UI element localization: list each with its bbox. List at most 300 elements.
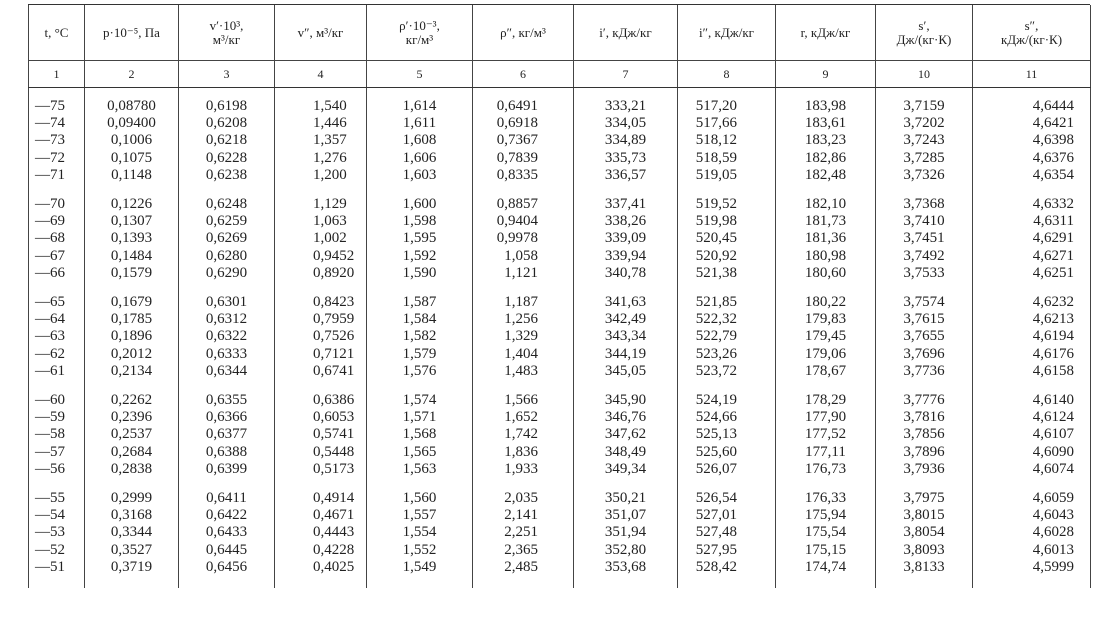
table-cell <box>473 480 574 588</box>
cell-value: 1,574 <box>402 392 437 409</box>
table-cell <box>574 480 678 588</box>
cell-value: 0,2999 <box>110 490 153 507</box>
cell-value: 3,7410 <box>903 213 945 230</box>
cell-value: 1,483 <box>504 362 538 379</box>
cell-value: 2,365 <box>504 541 538 558</box>
cell-value: 4,6090 <box>1032 443 1074 460</box>
cell-value: 522,32 <box>695 311 737 328</box>
cell-value: 0,2537 <box>110 426 153 443</box>
table-cell <box>574 382 678 480</box>
cell-value: 1,652 <box>504 409 538 426</box>
cell-value: 517,20 <box>695 98 737 114</box>
cell-value: —75 <box>35 98 65 114</box>
cell-value: 175,94 <box>804 507 847 524</box>
table-cell <box>275 480 367 588</box>
cell-value: 1,606 <box>402 149 437 166</box>
table-cell <box>85 88 179 187</box>
cell-value: 0,6355 <box>205 392 248 409</box>
cell-value: —63 <box>35 328 65 345</box>
header-cell: ρ′·10⁻³, кг/м³ <box>367 5 473 61</box>
table-cell <box>29 186 85 284</box>
cell-value: 0,9404 <box>496 213 538 230</box>
column-number: 2 <box>85 61 179 88</box>
cell-value: 346,76 <box>604 409 647 426</box>
cell-value: 0,6322 <box>205 328 248 345</box>
cell-value: 3,7655 <box>903 328 945 345</box>
column-number: 10 <box>876 61 973 88</box>
cell-value: —65 <box>35 294 65 311</box>
table-cell <box>973 186 1091 284</box>
cell-value: 0,8920 <box>313 264 355 281</box>
cell-value: 1,600 <box>402 196 437 213</box>
cell-value: 3,7776 <box>903 392 945 409</box>
cell-value: —70 <box>35 196 65 213</box>
cell-value: 0,2134 <box>110 362 153 379</box>
cell-value: 339,09 <box>604 230 647 247</box>
cell-value: 1,584 <box>402 311 437 328</box>
cell-value: 4,6107 <box>1032 426 1074 443</box>
table-cell <box>776 284 876 382</box>
cell-value: 523,26 <box>695 345 737 362</box>
cell-value: 520,92 <box>695 247 737 264</box>
cell-value: 4,6043 <box>1032 507 1074 524</box>
cell-value: 1,587 <box>402 294 437 311</box>
cell-value: 523,72 <box>695 362 737 379</box>
table-body <box>29 88 1091 589</box>
cell-value: 0,2262 <box>110 392 153 409</box>
cell-value: 0,2396 <box>110 409 153 426</box>
cell-value: 4,6028 <box>1032 524 1074 541</box>
cell-value: 0,6248 <box>205 196 248 213</box>
cell-value: 525,60 <box>695 443 737 460</box>
table-cell <box>678 284 776 382</box>
cell-value: 526,07 <box>695 460 737 477</box>
cell-value: 3,7856 <box>903 426 945 443</box>
cell-value: 4,6158 <box>1032 362 1074 379</box>
cell-value: 1,560 <box>402 490 437 507</box>
column-number: 4 <box>275 61 367 88</box>
cell-value: 1,590 <box>402 264 437 281</box>
cell-value: 3,7696 <box>903 345 945 362</box>
table-row <box>29 88 1091 187</box>
cell-value: 0,1006 <box>110 132 153 149</box>
table-cell <box>876 284 973 382</box>
cell-value: 520,45 <box>695 230 737 247</box>
cell-value: 0,1307 <box>110 213 153 230</box>
cell-value: 0,4025 <box>313 558 355 575</box>
header-cell: i″, кДж/кг <box>678 5 776 61</box>
cell-value: 177,52 <box>804 426 847 443</box>
cell-value: 333,21 <box>604 98 647 114</box>
cell-value: 180,60 <box>804 264 847 281</box>
cell-value: 1,566 <box>504 392 538 409</box>
cell-value: 345,90 <box>604 392 647 409</box>
cell-value: 342,49 <box>604 311 647 328</box>
cell-value: 0,7367 <box>496 132 538 149</box>
table-cell <box>275 88 367 187</box>
cell-value: —68 <box>35 230 65 247</box>
cell-value: 1,571 <box>402 409 437 426</box>
cell-value: 176,73 <box>804 460 847 477</box>
cell-value: 0,5741 <box>313 426 355 443</box>
cell-value: 334,89 <box>604 132 647 149</box>
column-number: 5 <box>367 61 473 88</box>
table-cell <box>776 88 876 187</box>
cell-value: —57 <box>35 443 65 460</box>
cell-value: —52 <box>35 541 65 558</box>
table-cell <box>29 480 85 588</box>
cell-value: 0,6422 <box>205 507 248 524</box>
table-cell <box>85 186 179 284</box>
table-cell <box>973 382 1091 480</box>
cell-value: 1,608 <box>402 132 437 149</box>
cell-value: 0,3527 <box>110 541 153 558</box>
cell-value: 0,1148 <box>111 166 152 183</box>
column-number: 11 <box>973 61 1091 88</box>
cell-value: 179,45 <box>804 328 847 345</box>
table-cell <box>876 480 973 588</box>
cell-value: 519,52 <box>695 196 737 213</box>
cell-value: 181,36 <box>804 230 847 247</box>
cell-value: 0,6208 <box>205 115 248 132</box>
cell-value: 1,552 <box>402 541 437 558</box>
cell-value: 178,67 <box>804 362 847 379</box>
table-cell <box>473 382 574 480</box>
cell-value: 1,836 <box>504 443 538 460</box>
cell-value: 0,3719 <box>110 558 153 575</box>
cell-value: 3,7975 <box>903 490 945 507</box>
cell-value: 0,6238 <box>205 166 248 183</box>
cell-value: 521,85 <box>695 294 737 311</box>
column-number: 6 <box>473 61 574 88</box>
cell-value: 525,13 <box>695 426 737 443</box>
cell-value: 4,6124 <box>1032 409 1074 426</box>
saturation-properties-table <box>28 4 1090 643</box>
cell-value: 527,01 <box>695 507 737 524</box>
data-table <box>28 5 1091 588</box>
cell-value: —73 <box>35 132 65 149</box>
cell-value: 353,68 <box>604 558 647 575</box>
cell-value: 3,8054 <box>903 524 945 541</box>
cell-value: 3,7492 <box>903 247 945 264</box>
cell-value: 0,7526 <box>313 328 355 345</box>
column-number: 3 <box>179 61 275 88</box>
cell-value: 0,4228 <box>313 541 355 558</box>
cell-value: 0,4443 <box>313 524 355 541</box>
header-cell: r, кДж/кг <box>776 5 876 61</box>
cell-value: 343,34 <box>604 328 647 345</box>
cell-value: 4,6194 <box>1032 328 1074 345</box>
cell-value: 0,6312 <box>205 311 248 328</box>
cell-value: 337,41 <box>604 196 647 213</box>
table-cell <box>85 382 179 480</box>
cell-value: 3,7936 <box>903 460 945 477</box>
table-cell <box>678 88 776 187</box>
cell-value: —62 <box>35 345 65 362</box>
cell-value: 3,7816 <box>903 409 945 426</box>
cell-value: 1,129 <box>313 196 347 213</box>
column-number: 9 <box>776 61 876 88</box>
cell-value: 1,256 <box>504 311 538 328</box>
table-cell <box>179 480 275 588</box>
cell-value: 0,1484 <box>110 247 153 264</box>
cell-value: 1,549 <box>402 558 437 575</box>
cell-value: 174,74 <box>804 558 847 575</box>
cell-value: —66 <box>35 264 65 281</box>
cell-value: 0,2012 <box>110 345 153 362</box>
cell-value: 524,66 <box>695 409 737 426</box>
cell-value: 1,614 <box>402 98 437 114</box>
cell-value: 352,80 <box>604 541 647 558</box>
cell-value: 0,2684 <box>110 443 153 460</box>
cell-value: 518,12 <box>695 132 737 149</box>
cell-value: 3,7533 <box>903 264 945 281</box>
cell-value: 0,6445 <box>205 541 248 558</box>
cell-value: 3,7159 <box>903 98 945 114</box>
cell-value: 1,357 <box>313 132 347 149</box>
table-cell <box>876 186 973 284</box>
cell-value: 3,7326 <box>903 166 945 183</box>
cell-value: 522,79 <box>695 328 737 345</box>
cell-value: 0,6280 <box>205 247 248 264</box>
cell-value: 1,598 <box>402 213 437 230</box>
table-cell <box>973 284 1091 382</box>
cell-value: 4,6271 <box>1032 247 1074 264</box>
cell-value: 4,6074 <box>1032 460 1074 477</box>
cell-value: 4,6232 <box>1032 294 1074 311</box>
cell-value: 0,6259 <box>205 213 248 230</box>
cell-value: 341,63 <box>604 294 647 311</box>
table-cell <box>776 186 876 284</box>
cell-value: 0,7121 <box>313 345 355 362</box>
cell-value: —60 <box>35 392 65 409</box>
cell-value: 1,187 <box>504 294 538 311</box>
cell-value: 1,276 <box>313 149 347 166</box>
cell-value: 347,62 <box>604 426 647 443</box>
cell-value: 519,05 <box>695 166 737 183</box>
cell-value: 0,3168 <box>110 507 153 524</box>
cell-value: 4,5999 <box>1032 558 1074 575</box>
cell-value: 521,38 <box>695 264 737 281</box>
cell-value: 344,19 <box>604 345 647 362</box>
table-cell <box>29 88 85 187</box>
cell-value: 1,568 <box>402 426 437 443</box>
table-cell <box>179 382 275 480</box>
cell-value: 1,446 <box>313 115 347 132</box>
cell-value: 338,26 <box>604 213 647 230</box>
cell-value: 528,42 <box>695 558 737 575</box>
column-number: 8 <box>678 61 776 88</box>
cell-value: 526,54 <box>695 490 737 507</box>
cell-value: —74 <box>35 115 65 132</box>
cell-value: 177,11 <box>805 443 846 460</box>
cell-value: 3,7896 <box>903 443 945 460</box>
cell-value: 519,98 <box>695 213 737 230</box>
cell-value: 175,54 <box>804 524 847 541</box>
cell-value: 1,933 <box>504 460 538 477</box>
table-cell <box>876 382 973 480</box>
cell-value: 0,6301 <box>205 294 248 311</box>
table-cell <box>367 480 473 588</box>
table-cell <box>678 186 776 284</box>
cell-value: —72 <box>35 149 65 166</box>
table-cell <box>973 480 1091 588</box>
table-cell <box>473 284 574 382</box>
cell-value: 336,57 <box>604 166 647 183</box>
table-cell <box>85 284 179 382</box>
table-cell <box>179 88 275 187</box>
cell-value: 335,73 <box>604 149 647 166</box>
cell-value: 1,742 <box>504 426 538 443</box>
table-cell <box>678 382 776 480</box>
cell-value: 0,8335 <box>496 166 538 183</box>
table-cell <box>179 284 275 382</box>
cell-value: 4,6140 <box>1032 392 1074 409</box>
cell-value: 177,90 <box>804 409 847 426</box>
cell-value: 1,404 <box>504 345 538 362</box>
cell-value: 3,8093 <box>903 541 945 558</box>
cell-value: 180,22 <box>804 294 847 311</box>
table-cell <box>367 186 473 284</box>
cell-value: 0,1075 <box>110 149 153 166</box>
cell-value: 0,1785 <box>110 311 153 328</box>
cell-value: 0,6366 <box>205 409 248 426</box>
cell-value: 4,6059 <box>1032 490 1074 507</box>
cell-value: 350,21 <box>604 490 647 507</box>
cell-value: 0,7839 <box>496 149 538 166</box>
cell-value: 0,9978 <box>496 230 538 247</box>
cell-value: 4,6444 <box>1032 98 1074 114</box>
cell-value: 183,61 <box>804 115 847 132</box>
cell-value: 0,8423 <box>313 294 355 311</box>
cell-value: 351,94 <box>604 524 647 541</box>
cell-value: 0,6399 <box>205 460 248 477</box>
cell-value: —59 <box>35 409 65 426</box>
cell-value: 0,7959 <box>313 311 355 328</box>
cell-value: 524,19 <box>695 392 737 409</box>
header-cell: t, °C <box>29 5 85 61</box>
cell-value: 1,121 <box>504 264 538 281</box>
cell-value: 4,6213 <box>1032 311 1074 328</box>
column-number: 1 <box>29 61 85 88</box>
cell-value: 348,49 <box>604 443 647 460</box>
cell-value: 1,603 <box>402 166 437 183</box>
cell-value: 0,6269 <box>205 230 248 247</box>
cell-value: 1,540 <box>313 98 347 114</box>
cell-value: 0,4671 <box>313 507 355 524</box>
cell-value: 4,6013 <box>1032 541 1074 558</box>
table-row <box>29 382 1091 480</box>
cell-value: 1,576 <box>402 362 437 379</box>
cell-value: 349,34 <box>604 460 647 477</box>
cell-value: 4,6311 <box>1033 213 1074 230</box>
cell-value: 3,7368 <box>903 196 945 213</box>
header-cell: s″, кДж/(кг·К) <box>973 5 1091 61</box>
cell-value: —51 <box>35 558 65 575</box>
table-cell <box>367 382 473 480</box>
cell-value: —69 <box>35 213 65 230</box>
cell-value: 2,141 <box>504 507 538 524</box>
cell-value: 4,6291 <box>1032 230 1074 247</box>
cell-value: 3,7285 <box>903 149 945 166</box>
cell-value: 182,48 <box>804 166 847 183</box>
cell-value: 1,595 <box>402 230 437 247</box>
table-cell <box>473 186 574 284</box>
cell-value: 4,6332 <box>1032 196 1074 213</box>
cell-value: 0,1679 <box>110 294 153 311</box>
cell-value: 0,6377 <box>205 426 248 443</box>
cell-value: —54 <box>35 507 65 524</box>
table-cell <box>574 186 678 284</box>
cell-value: 0,1226 <box>110 196 153 213</box>
table-row <box>29 480 1091 588</box>
cell-value: —71 <box>35 166 65 183</box>
table-cell <box>85 480 179 588</box>
table-cell <box>776 480 876 588</box>
cell-value: 3,7574 <box>903 294 945 311</box>
header-cell: v′·10³, м³/кг <box>179 5 275 61</box>
column-number: 7 <box>574 61 678 88</box>
cell-value: 1,557 <box>402 507 437 524</box>
cell-value: 179,83 <box>804 311 847 328</box>
table-cell <box>574 88 678 187</box>
cell-value: 0,6333 <box>205 345 248 362</box>
table-cell <box>973 88 1091 187</box>
table-cell <box>275 186 367 284</box>
cell-value: 0,6741 <box>313 362 355 379</box>
cell-value: 0,6228 <box>205 149 248 166</box>
cell-value: 1,200 <box>313 166 347 183</box>
cell-value: 4,6421 <box>1032 115 1074 132</box>
cell-value: 3,7615 <box>903 311 945 328</box>
cell-value: 0,6198 <box>205 98 248 114</box>
cell-value: 0,1896 <box>110 328 153 345</box>
column-number-row <box>29 61 1091 88</box>
cell-value: 1,002 <box>313 230 347 247</box>
cell-value: 1,565 <box>402 443 437 460</box>
table-cell <box>574 284 678 382</box>
cell-value: 181,73 <box>804 213 847 230</box>
table-cell <box>367 88 473 187</box>
cell-value: 334,05 <box>604 115 647 132</box>
cell-value: 0,3344 <box>110 524 153 541</box>
cell-value: 182,86 <box>804 149 847 166</box>
cell-value: 0,2838 <box>110 460 153 477</box>
cell-value: 4,6354 <box>1032 166 1074 183</box>
cell-value: 1,058 <box>504 247 538 264</box>
cell-value: 183,23 <box>804 132 847 149</box>
cell-value: 3,7202 <box>903 115 945 132</box>
cell-value: 179,06 <box>804 345 847 362</box>
table-cell <box>678 480 776 588</box>
cell-value: 0,4914 <box>313 490 355 507</box>
header-cell: i′, кДж/кг <box>574 5 678 61</box>
cell-value: 3,8015 <box>903 507 945 524</box>
cell-value: 0,09400 <box>107 115 156 132</box>
cell-value: 0,5173 <box>313 460 355 477</box>
header-cell: p·10⁻⁵, Па <box>85 5 179 61</box>
cell-value: 3,7243 <box>903 132 945 149</box>
cell-value: 339,94 <box>604 247 647 264</box>
cell-value: 2,485 <box>504 558 538 575</box>
cell-value: 183,98 <box>804 98 847 114</box>
cell-value: —56 <box>35 460 65 477</box>
cell-value: 0,6388 <box>205 443 248 460</box>
table-row <box>29 284 1091 382</box>
table-cell <box>29 382 85 480</box>
header-cell: v″, м³/кг <box>275 5 367 61</box>
table-cell <box>367 284 473 382</box>
